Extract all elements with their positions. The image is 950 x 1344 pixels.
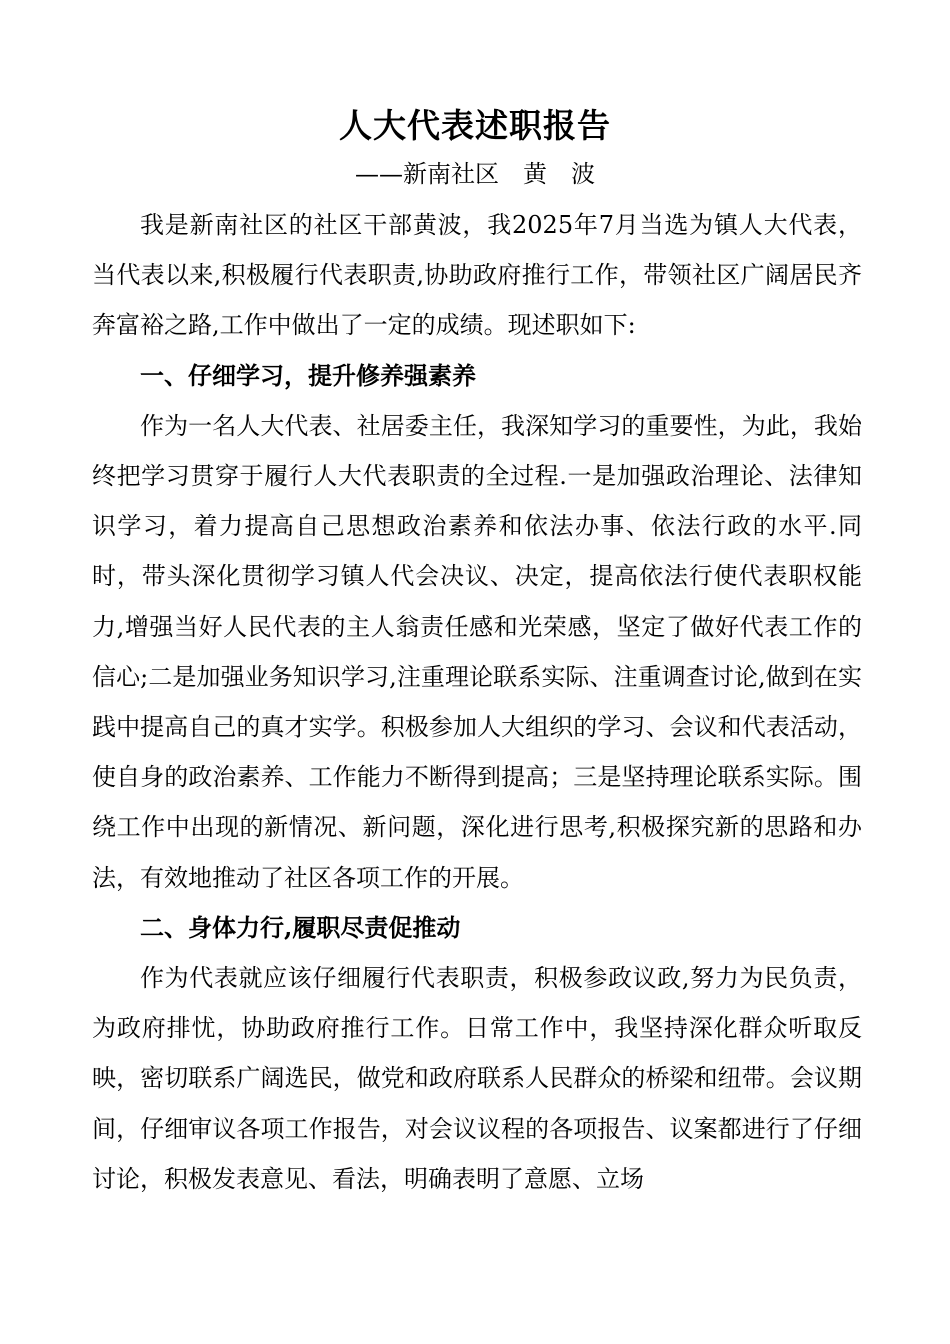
intro-paragraph: 我是新南社区的社区干部黄波，我2025年7月当选为镇人大代表，当代表以来,积极履行代表职责,协助政府推行工作，带领社区广阔居民齐奔富裕之路,工作中做出了一定的成绩。现述职如下: (92, 211, 862, 340)
document-subtitle: ——新南社区 黄 波 (355, 160, 595, 188)
document-title: 人大代表述职报告 (339, 106, 611, 145)
section-2-paragraph: 作为代表就应该仔细履行代表职责，积极参政议政,努力为民负责，为政府排忧，协助政府推行工作。日常工作中，我坚持深化群众听取反映，密切联系广阔选民，做党和政府联系人民群众的桥梁和纽带。会议期间，仔细审议各项工作报告，对会议议程的各项报告、议案都进行了仔细讨论，积极发表意见、看法，明确表明了意愿、立场 (92, 964, 862, 1193)
document-body (92, 200, 862, 1204)
section-heading-2: 二、身体力行,履职尽责促推动 (140, 912, 461, 942)
section-heading-1: 一、仔细学习，提升修养强素养 (140, 360, 476, 390)
section-1-paragraph: 作为一名人大代表、社居委主任，我深知学习的重要性，为此，我始终把学习贯穿于履行人大代表职责的全过程.一是加强政治理论、法律知识学习，着力提高自己思想政治素养和依法办事、依法行政的水平.同时，带头深化贯彻学习镇人代会决议、决定，提高依法行使代表职权能力,增强当好人民代表的主人翁责任感和光荣感，坚定了做好代表工作的信心;二是加强业务知识学习,注重理论联系实际、注重调查讨论,做到在实践中提高自己的真才实学。积极参加人大组织的学习、会议和代表活动，使自身的政治素养、工作能力不断得到提高；三是坚持理论联系实际。围绕工作中出现的新情况、新问题，深化进行思考,积极探究新的思路和办法，有效地推动了社区各项工作的开展。 (92, 411, 862, 892)
